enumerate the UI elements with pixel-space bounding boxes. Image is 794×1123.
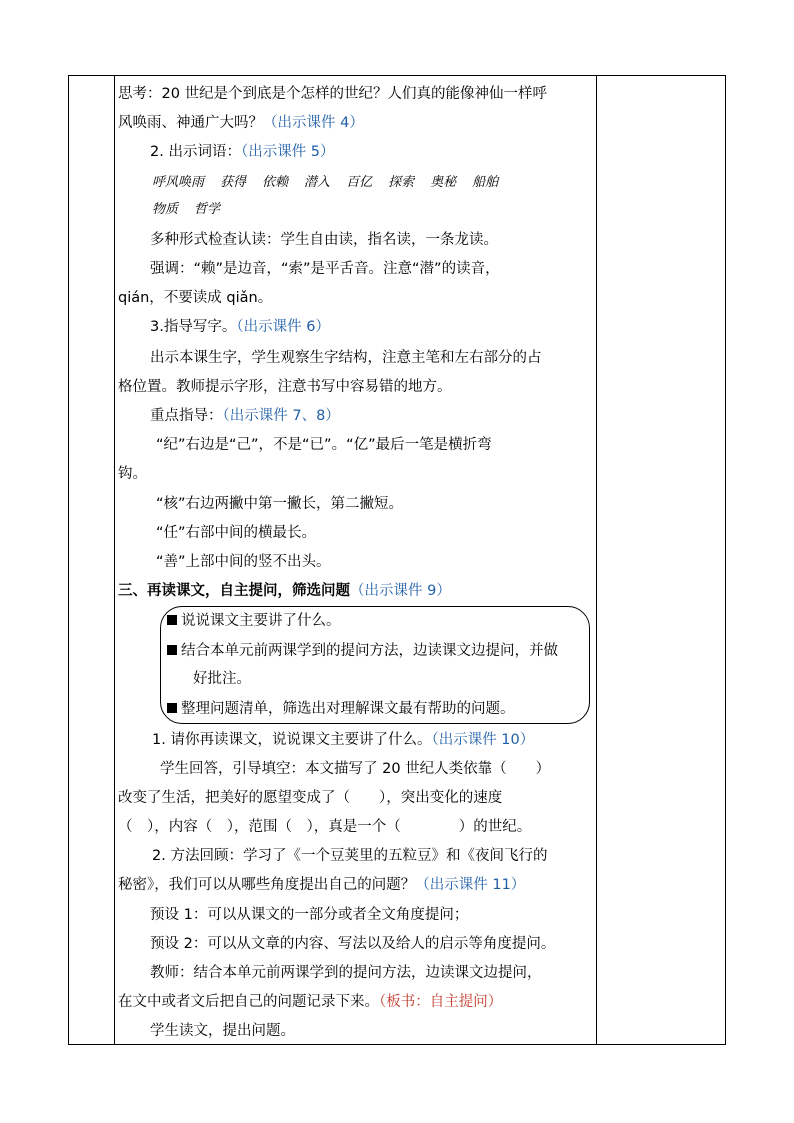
vocab-row-2 xyxy=(152,195,236,224)
paragraph-think: 思考：20 世纪是个到底是个怎样的世纪？人们真的能像神仙一样呼 xyxy=(118,86,548,102)
table-col-divider-2 xyxy=(596,75,597,1045)
vocab-word: 获得 xyxy=(220,175,247,190)
heading-key-guide: 重点指导：（出示课件 7、8） xyxy=(150,408,340,424)
paragraph-think-cont: 风唤雨、神通广大吗？（出示课件 4） xyxy=(118,115,364,131)
courseware-ref: （出示课件 6） xyxy=(236,319,330,335)
courseware-ref: （出示课件 9） xyxy=(350,583,451,599)
courseware-ref: （出示课件 5） xyxy=(240,144,335,160)
square-bullet-icon xyxy=(167,615,177,625)
paragraph-preset-2: 预设 2：可以从文章的内容、写法以及给人的启示等角度提问。 xyxy=(150,936,556,952)
vocab-word: 奥秘 xyxy=(430,175,457,190)
paragraph-char-ji: “纪”右边是“己”，不是“已”。“亿”最后一笔是横折弯 xyxy=(156,437,492,453)
paragraph-students-read: 学生读文，提出问题。 xyxy=(150,1023,295,1039)
section-heading-3: 三、再读课文，自主提问，筛选问题（出示课件 9） xyxy=(118,583,451,599)
vocab-word: 探索 xyxy=(388,175,415,190)
paragraph-fill-blank-cont-1: 改变了生活，把美好的愿望变成了（ ），突出变化的速度 xyxy=(118,790,503,806)
table-right-border xyxy=(725,75,726,1045)
task-item-3: 整理问题清单，筛选出对理解课文最有帮助的问题。 xyxy=(167,695,515,724)
paragraph-emphasis-cont: qián，不要读成 qiǎn。 xyxy=(118,290,273,306)
table-top-border xyxy=(68,75,726,76)
paragraph-preset-1: 预设 1：可以从课文的一部分或者全文角度提问； xyxy=(150,907,469,923)
courseware-ref: （出示课件 4） xyxy=(263,115,364,131)
paragraph-teacher-cont: 在文中或者文后把自己的问题记录下来。（板书：自主提问） xyxy=(118,994,503,1010)
paragraph-reread: 1. 请你再读课文，说说课文主要讲了什么。（出示课件 10） xyxy=(152,732,535,748)
paragraph-fill-blank: 学生回答，引导填空：本文描写了 20 世纪人类依靠（ ） xyxy=(160,761,551,777)
vocab-word: 物质 xyxy=(152,202,179,217)
task-item-2: 结合本单元前两课学到的提问方法，边读课文边提问，并做 xyxy=(167,637,558,666)
vocab-word: 百亿 xyxy=(346,175,373,190)
paragraph-new-chars: 出示本课生字，学生观察生字结构，注意主笔和左右部分的占 xyxy=(150,350,542,366)
task-item-2-cont: 好批注。 xyxy=(193,671,251,687)
courseware-ref: （出示课件 7、8） xyxy=(222,408,340,424)
paragraph-check-reading: 多种形式检查认读：学生自由读，指名读，一条龙读。 xyxy=(150,232,498,248)
paragraph-emphasis: 强调：“赖”是边音，“索”是平舌音。注意“潜”的读音， xyxy=(150,261,500,277)
square-bullet-icon xyxy=(167,703,177,713)
courseware-ref: （出示课件 11） xyxy=(415,877,526,893)
task-box xyxy=(160,606,590,724)
paragraph-char-ji-cont: 钩。 xyxy=(118,466,147,482)
heading-show-words: 2. 出示词语：（出示课件 5） xyxy=(150,144,335,160)
square-bullet-icon xyxy=(167,645,177,655)
paragraph-new-chars-cont: 格位置。教师提示字形，注意书写中容易错的地方。 xyxy=(118,379,452,395)
paragraph-char-ren: “任”右部中间的横最长。 xyxy=(156,525,317,541)
paragraph-char-he: “核”右边两撇中第一撇长，第二撇短。 xyxy=(156,496,404,512)
heading-guide-writing: 3.指导写字。（出示课件 6） xyxy=(150,319,330,335)
table-left-border xyxy=(68,75,69,1045)
task-item-1: 说说课文主要讲了什么。 xyxy=(167,607,341,636)
vocab-word: 哲学 xyxy=(194,202,221,217)
paragraph-method-review: 2. 方法回顾：学习了《一个豆荚里的五粒豆》和《夜间飞行的 xyxy=(152,848,548,864)
vocab-word: 依赖 xyxy=(262,175,289,190)
blackboard-note: （板书：自主提问） xyxy=(379,994,503,1010)
paragraph-teacher: 教师：结合本单元前两课学到的提问方法，边读课文边提问， xyxy=(150,965,542,981)
paragraph-method-review-cont: 秘密》，我们可以从哪些角度提出自己的问题？（出示课件 11） xyxy=(118,877,526,893)
paragraph-fill-blank-cont-2: （ ），内容（ ），范围（ ），真是一个（ ）的世纪。 xyxy=(118,819,532,835)
courseware-ref: （出示课件 10） xyxy=(431,732,535,748)
vocab-word: 船舶 xyxy=(472,175,499,190)
vocab-row-1 xyxy=(152,168,514,197)
vocab-word: 潜入 xyxy=(304,175,331,190)
table-col-divider-1 xyxy=(114,75,115,1045)
paragraph-char-shan: “善”上部中间的竖不出头。 xyxy=(156,554,331,570)
vocab-word: 呼风唤雨 xyxy=(152,175,205,190)
